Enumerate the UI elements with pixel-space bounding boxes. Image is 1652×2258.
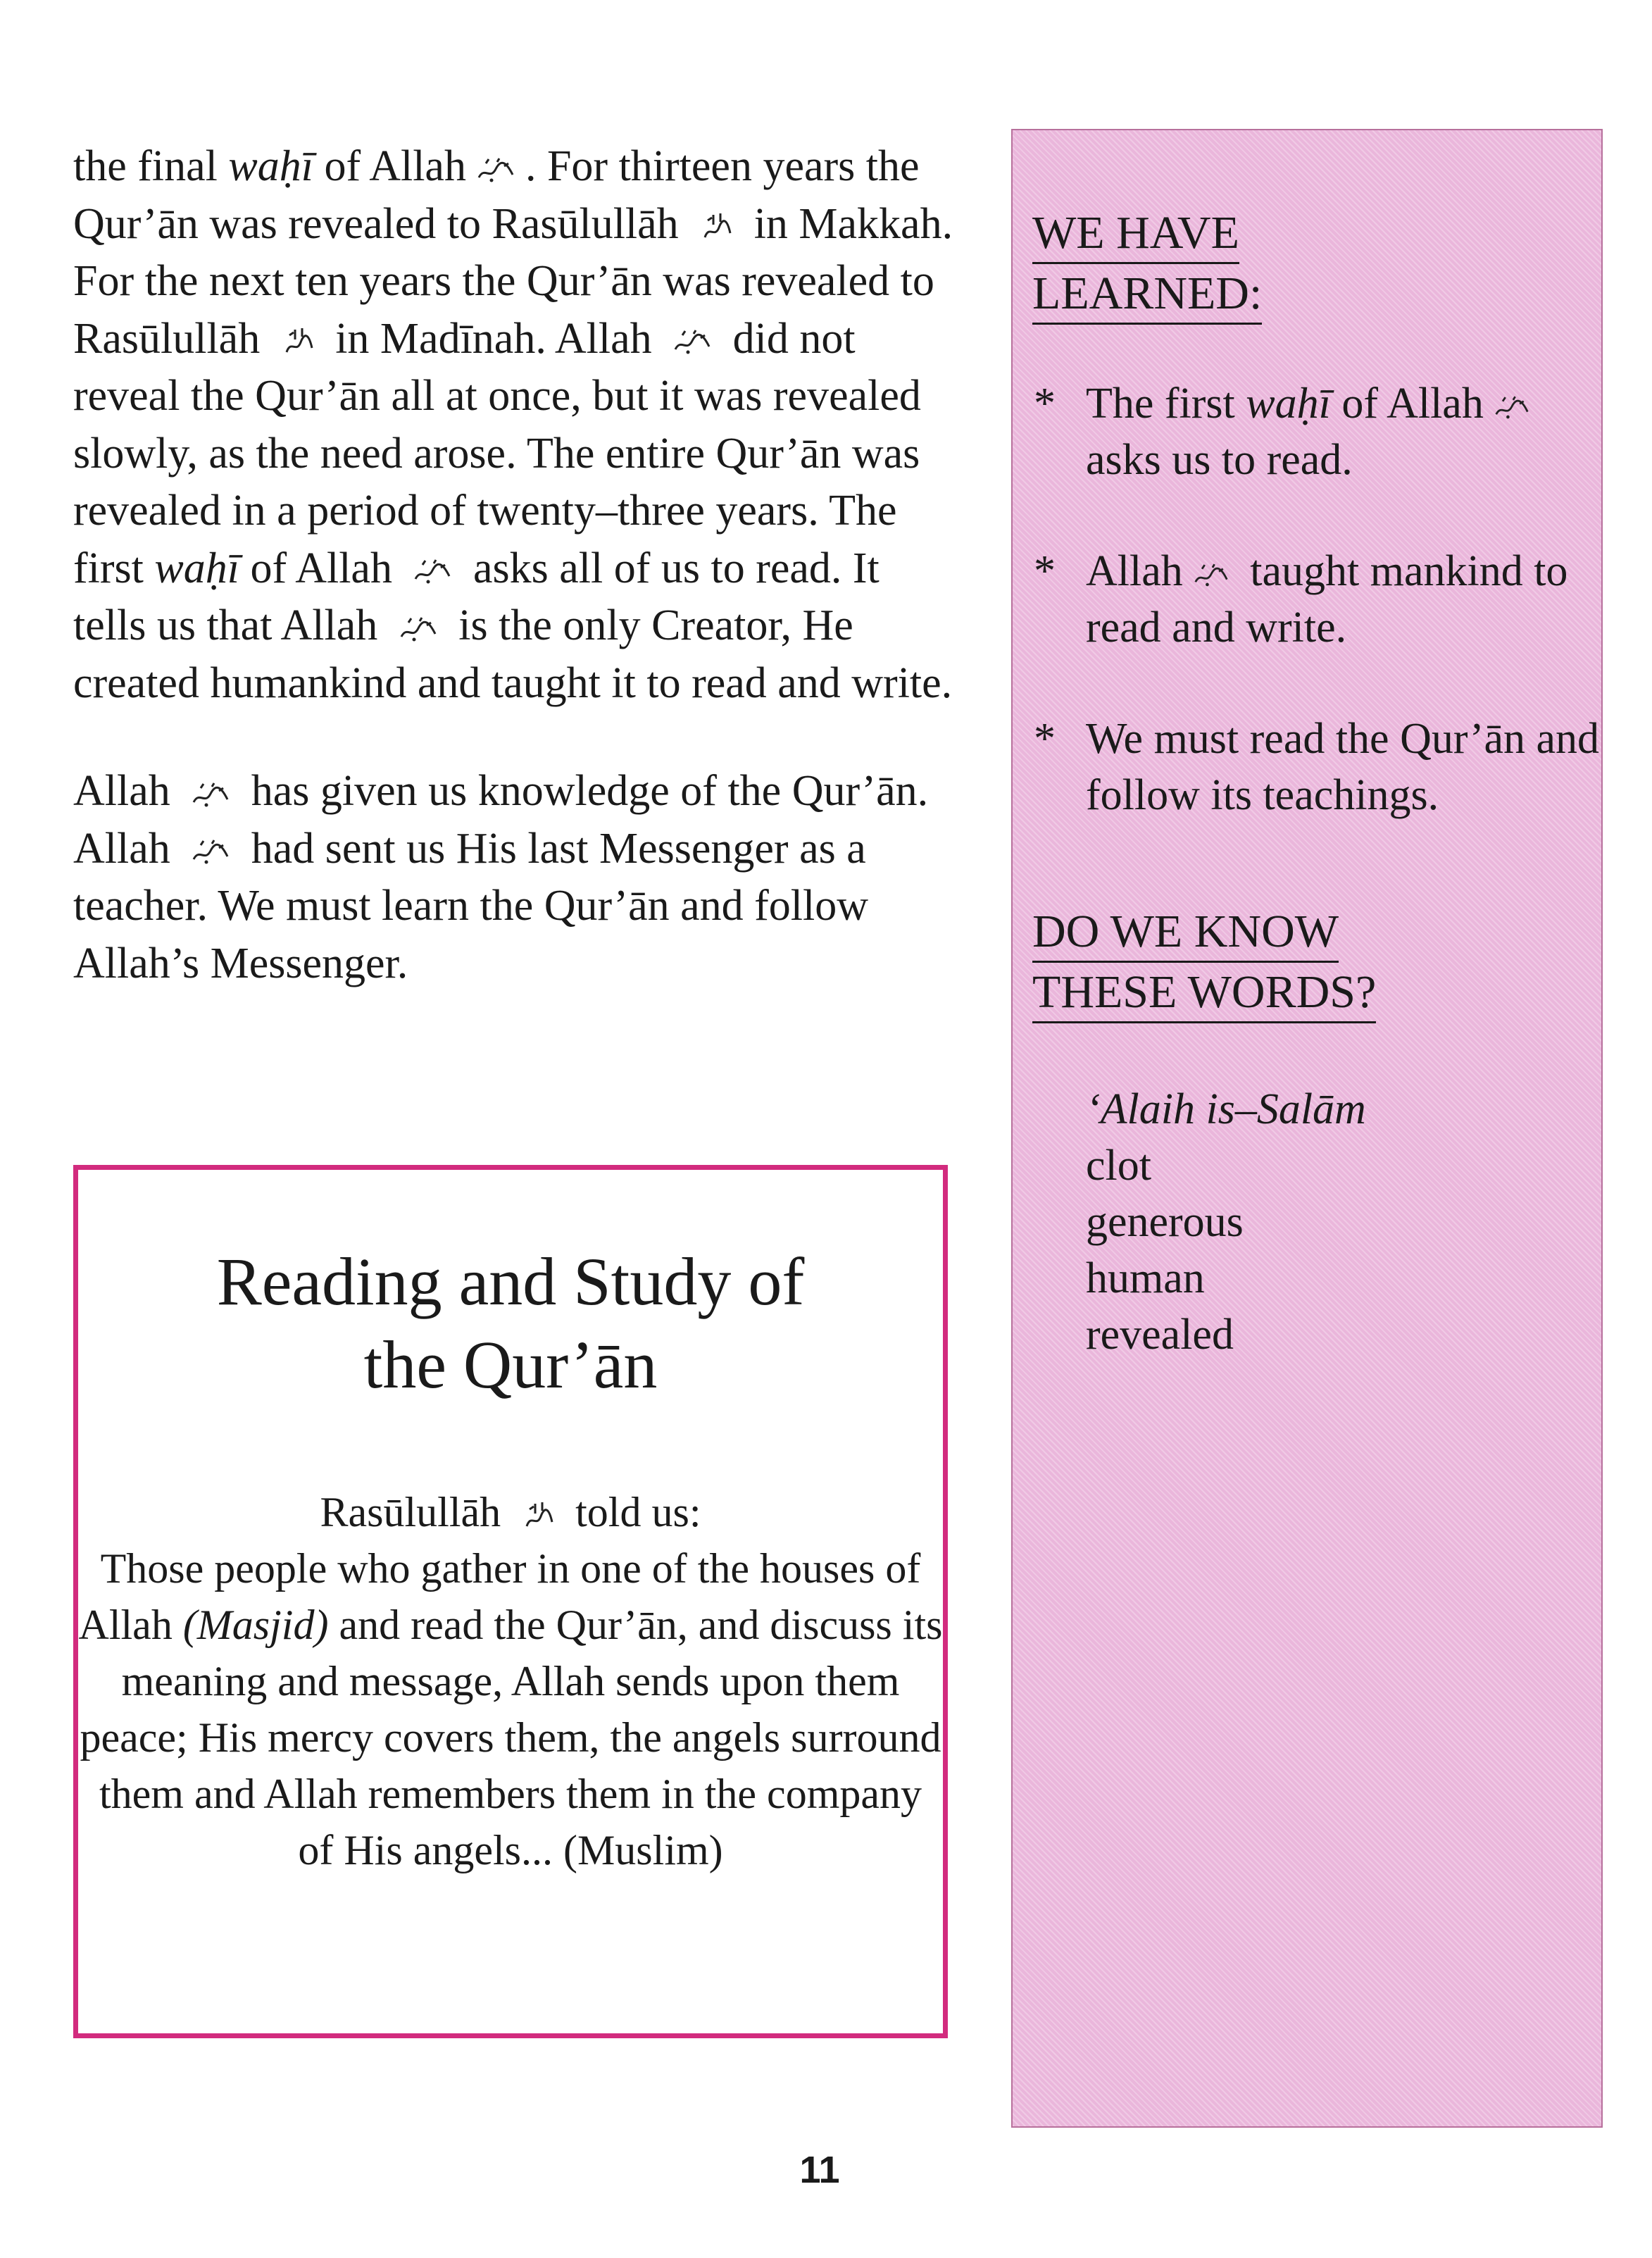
text-span: The first [1086,380,1235,428]
title-line-1: Reading and Study of [216,1244,805,1319]
prophet-honorific-icon [521,1484,555,1540]
vocabulary-list [1086,1081,1601,1363]
text-span: taught mankind to read and write. [1086,547,1568,651]
text-span: told us: [575,1489,701,1535]
heading-line: THESE WORDS? [1032,963,1376,1023]
wahi-term: waḥī [228,142,313,190]
page-number: 11 [799,2149,840,2191]
do-we-know-heading [1032,902,1601,1023]
text-span: is the only Creator, He created humankind and taught it to read and write. [73,601,953,707]
text-span: had sent us His last Messenger as a teacher. We must learn the Qur’ān and follow Allah’s Messenger. [73,824,868,987]
vocabulary-word: revealed [1086,1311,1234,1359]
learned-item [1032,375,1601,488]
heading-line: LEARNED: [1032,265,1262,325]
text-span: of Allah [250,544,392,592]
reading-box-title [78,1240,943,1406]
wahi-term: waḥī [154,544,239,592]
text-span: and read the Qur’ān, and discuss its meaning and message, Allah sends upon them peace; His mercy covers them, the angels surround them and Allah remembers them in the company of His angels... (Muslim) [80,1602,943,1873]
vocabulary-word: clot [1086,1142,1151,1190]
reading-study-box [73,1165,948,2038]
title-line-2: the Qur’ān [363,1327,658,1402]
bullet-star: * [1034,715,1056,763]
vocabulary-word: ‘Alaih is–Salām [1086,1085,1366,1133]
we-have-learned-heading [1032,204,1601,325]
wahi-term: waḥī [1246,380,1331,428]
vocabulary-word: generous [1086,1198,1244,1246]
text-span: did not reveal the Qur’ān all at once, but it was revealed slowly, as the need arose. The entire Qur’ān was revealed in a period of twenty–three years. The first [73,314,921,592]
text-span: the final [73,142,218,190]
learned-item [1032,543,1601,656]
allah-honorific-icon [191,763,230,821]
heading-line: DO WE KNOW [1032,903,1339,963]
prophet-honorific-icon [281,311,315,368]
bullet-star: * [1034,380,1056,428]
learned-item [1032,711,1601,823]
allah-honorific-icon [1193,543,1229,599]
text-span: asks all of us to read. It tells us that Allah [73,544,880,649]
bullet-star: * [1034,547,1056,595]
text-span: . For thirteen years the Qur’ān was revealed to Rasūlullāh [73,142,920,248]
heading-line: WE HAVE [1032,204,1239,264]
allah-honorific-icon [476,138,515,196]
hadith-quote [78,1484,943,1878]
main-text-column [73,138,953,1043]
text-span: of Allah [1341,380,1484,428]
allah-honorific-icon [672,311,712,368]
text-span: in Makkah. For the next ten years the Qur’ān was revealed to Rasūlullāh [73,199,953,363]
paragraph-1 [73,138,953,712]
allah-honorific-icon [399,597,438,655]
learned-list [1032,375,1601,823]
text-span: Allah [73,767,170,815]
text-span: asks us to read. [1086,436,1353,484]
allah-honorific-icon [1494,375,1530,432]
text-span: Rasūlullāh [320,1489,501,1535]
text-span: Allah [1086,547,1183,595]
text-span: Those people who gather in one of the houses of Allah [78,1545,921,1648]
prophet-honorific-icon [699,196,733,254]
masjid-term: (Masjid) [182,1602,329,1648]
allah-honorific-icon [413,540,452,598]
paragraph-2 [73,763,953,992]
text-span: in Madīnah. Allah [335,314,652,363]
pink-sidebar [1011,129,1603,2128]
text-span: has given us knowledge of the Qur’ān. Allah [73,767,929,873]
vocabulary-word: human [1086,1254,1205,1302]
text-span: We must read the Qur’ān and follow its teachings. [1086,715,1599,819]
allah-honorific-icon [191,821,230,878]
text-span: of Allah [324,142,466,190]
